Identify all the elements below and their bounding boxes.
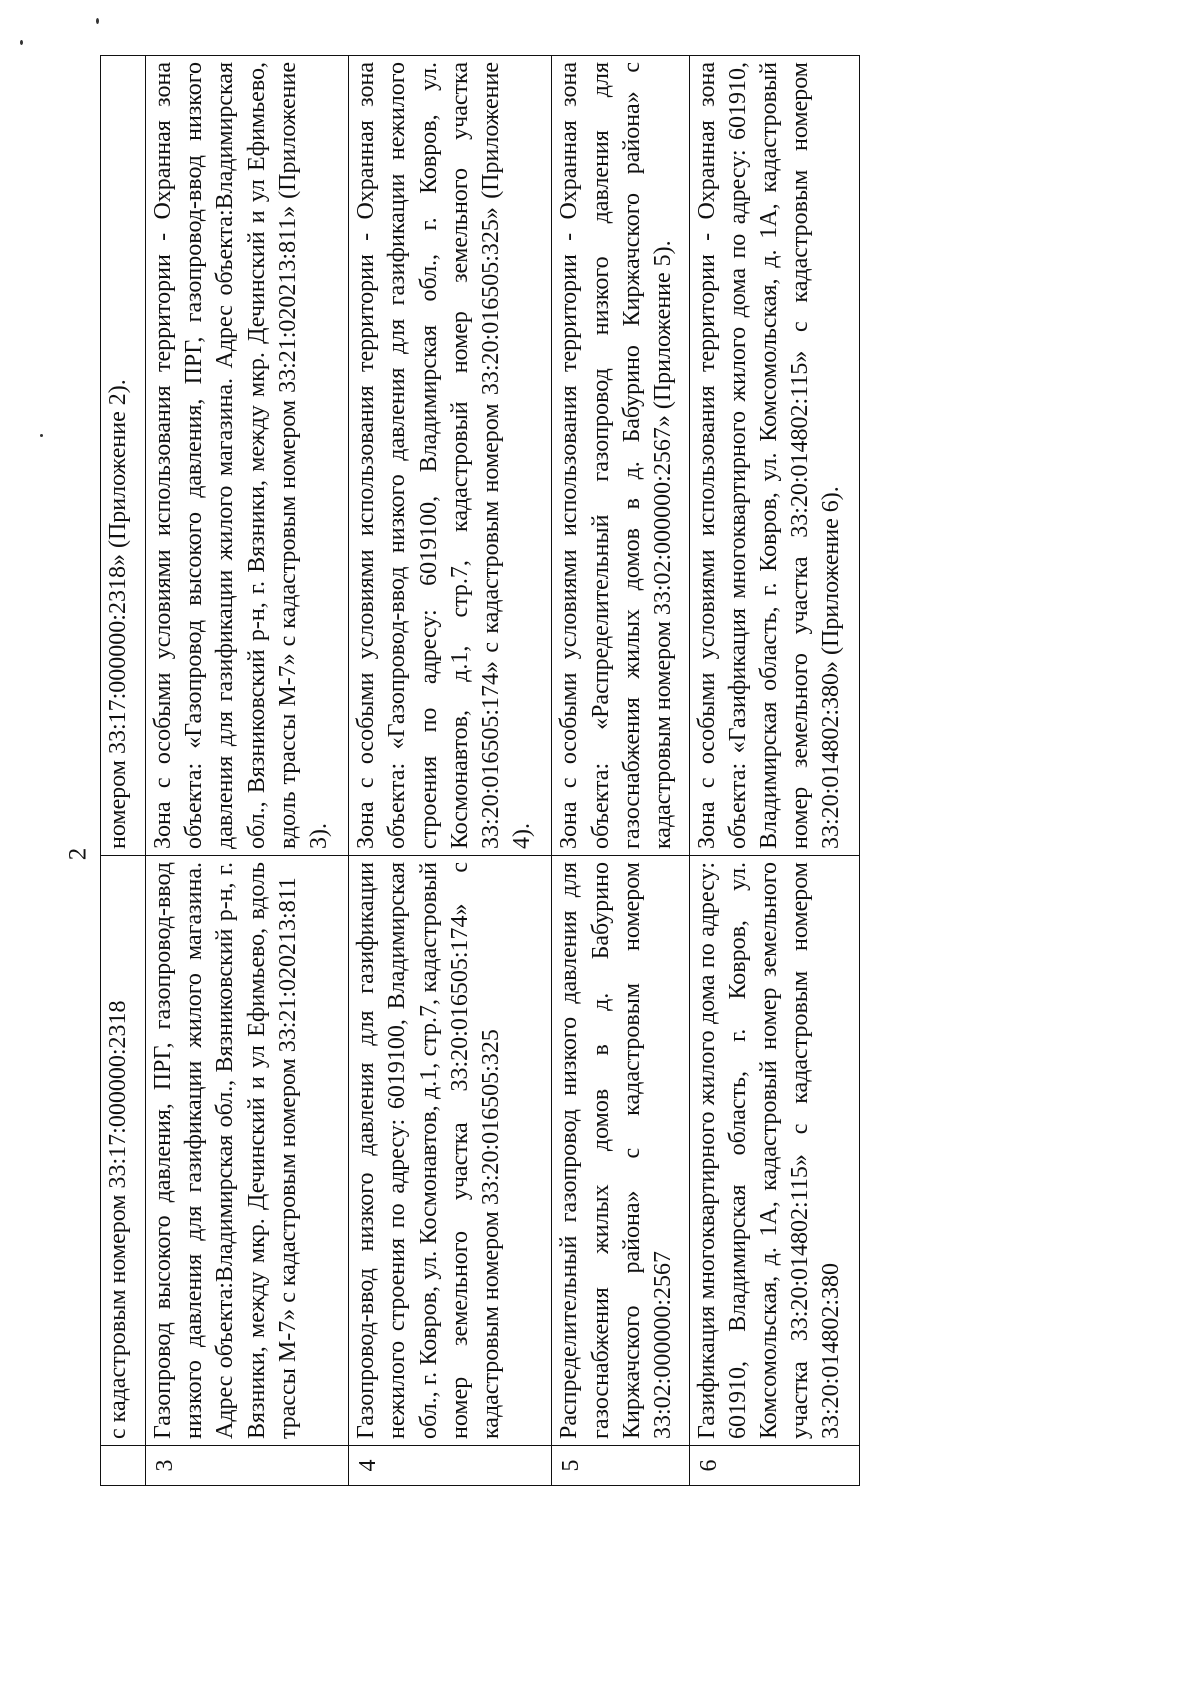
object-cell: с кадастровым номером 33:17:000000:2318 (101, 856, 146, 1446)
table-row (689, 56, 859, 1486)
object-cell: Газопровод-ввод низкого давления для газификации нежилого строения по адресу: 6019100, Владимирская обл., г. Ковров, ул. Космонавтов, д.1, стр.7, кадастровый номер земельного участка 33:20:016505:174» с кадастровым номером 33:20:016505:325 (349, 856, 552, 1446)
table-row (146, 56, 349, 1486)
scan-speck (40, 434, 43, 437)
zone-cell: Зона с особыми условиями использования территории - Охранная зона объекта: «Газопровод-ввод низкого давления для газификации нежилого строения по адресу: 6019100, Владимирская обл., г. Ковров, ул. Космонавтов, д.1, стр.7, кадастровый номер земельного участка 33:20:016505:174» с кадастровым номером 33:20:016505:325» (Приложение 4). (349, 56, 552, 856)
zone-cell: номером 33:17:000000:2318» (Приложение 2). (101, 56, 146, 856)
object-cell: Распределительный газопровод низкого давления для газоснабжения жилых домов в д. Бабурино Киржачского района» с кадастровым номером 33:02:000000:2567 (552, 856, 689, 1446)
row-number-cell: 4 (349, 1446, 552, 1486)
row-number-cell: 5 (552, 1446, 689, 1486)
zone-cell: Зона с особыми условиями использования территории - Охранная зона объекта: «Газификация многоквартирного жилого дома по адресу: 601910, Владимирская область, г. Ковров, ул. Комсомольская, д. 1А, кадастровый номер земельного участка 33:20:014802:115» с кадастровым номером 33:20:014802:380» (Приложение 6). (689, 56, 859, 856)
table-row (552, 56, 689, 1486)
zone-cell: Зона с особыми условиями использования территории - Охранная зона объекта: «Газопровод высокого давления, ПРГ, газопровод-ввод низкого давления для газификации жилого магазина. Адрес объекта:Владимирская обл., Вязниковский р-н, г. Вязники, между мкр. Дечинский и ул Ефимьево, вдоль трассы М-7» с кадастровым номером 33:21:020213:811» (Приложение 3). (146, 56, 349, 856)
row-number-cell (101, 1446, 146, 1486)
scan-speck (96, 18, 99, 24)
table-row (101, 56, 146, 1486)
page-number: 2 (64, 847, 92, 861)
scan-speck (20, 40, 23, 45)
row-number-cell: 6 (689, 1446, 859, 1486)
zone-cell: Зона с особыми условиями использования территории - Охранная зона объекта: «Распределительный газопровод низкого давления для газоснабжения жилых домов в д. Бабурино Киржачского района» с кадастровым номером 33:02:000000:2567» (Приложение 5). (552, 56, 689, 856)
row-number-cell: 3 (146, 1446, 349, 1486)
object-cell: Газификация многоквартирного жилого дома по адресу: 601910, Владимирская область, г. Ковров, ул. Комсомольская, д. 1А, кадастровый номер земельного участка 33:20:014802:115» с кадастровым номером 33:20:014802:380 (689, 856, 859, 1446)
table-row (349, 56, 552, 1486)
registry-table (100, 56, 860, 1486)
object-cell: Газопровод высокого давления, ПРГ, газопровод-ввод низкого давления для газификации жилого магазина. Адрес объекта:Владимирская обл., Вязниковский р-н, г. Вязники, между мкр. Дечинский и ул Ефимьево, вдоль трассы М-7» с кадастровым номером 33:21:020213:811 (146, 856, 349, 1446)
